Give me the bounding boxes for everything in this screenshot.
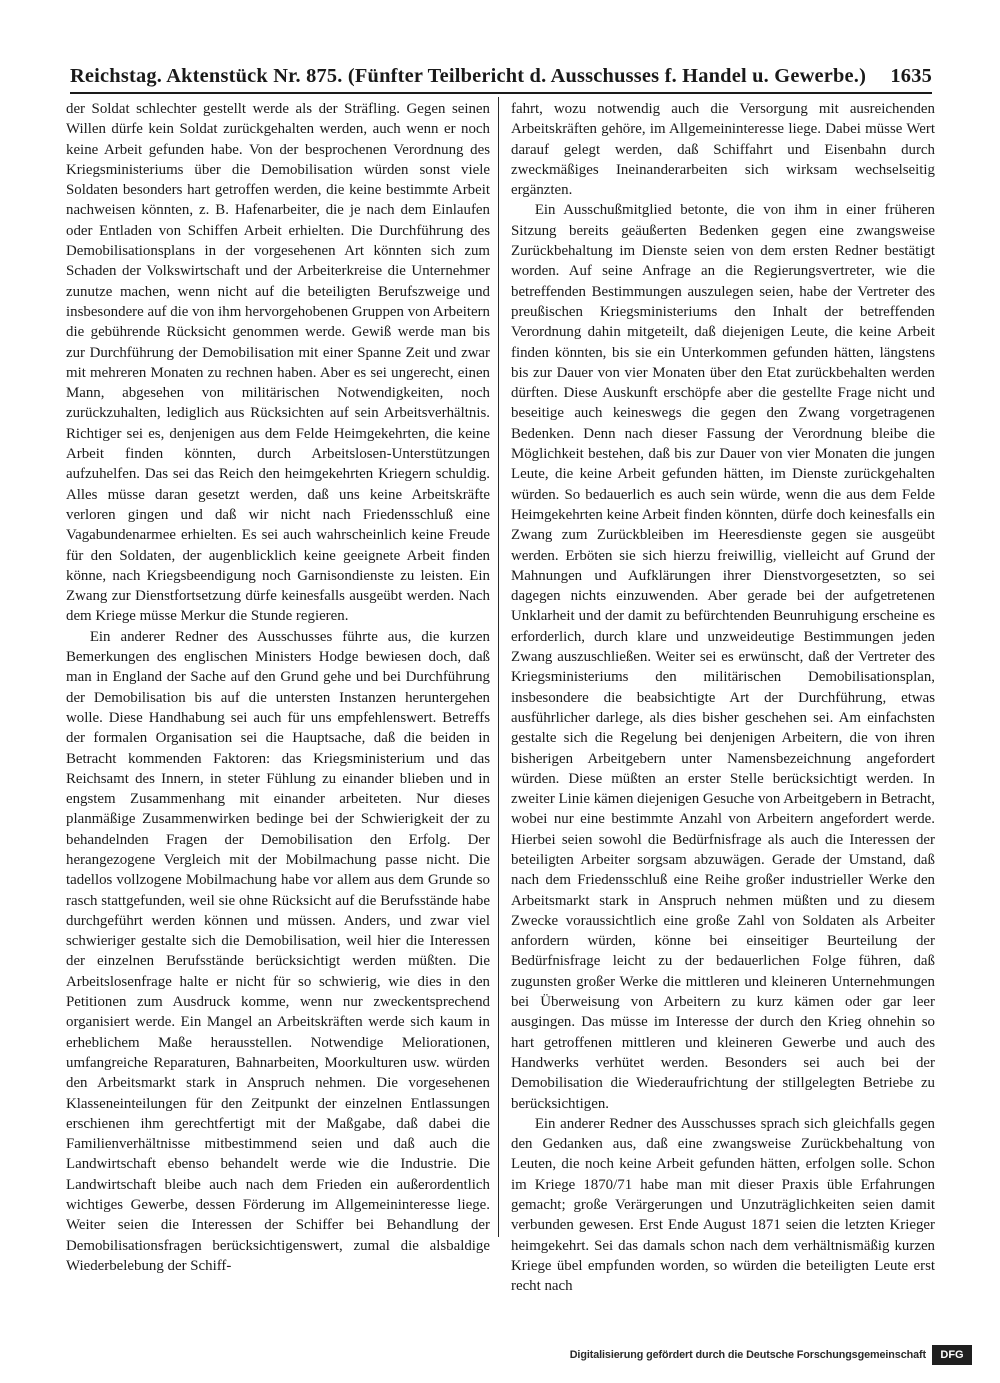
right-column [511, 99, 935, 1295]
dfg-logo: DFG [932, 1345, 972, 1365]
column-divider [498, 97, 499, 1237]
credit-text: Digitalisierung gefördert durch die Deutsche Forschungsgemeinschaft [569, 1349, 926, 1361]
header-title: Reichstag. Aktenstück Nr. 875. (Fünfter Teilbericht d. Ausschusses f. Handel u. Gewerbe.) [70, 65, 867, 87]
left-column [66, 99, 490, 1274]
digitization-credit [570, 1344, 972, 1366]
paragraph: Ein anderer Redner des Ausschusses führte aus, die kurzen Bemerkungen des englischen Ministers Hodge bewiesen doch, daß man in England der Sache auf den Grund gehe und bei Durchführung der Demobilisation bis auf die untersten Instanzen heruntergehen wolle. Diese Handhabung sei auch für uns empfehlenswert. Betreffs der formalen Organisation sei die Hauptsache, daß die beiden in Betracht kommenden Faktoren: das Kriegsministerium und das Reichsamt des Innern, in steter Fühlung zu einander blieben und in engstem Zusammenhang mit einander arbeiteten. Nur dieses planmäßige Zusammenwirken bedinge bei der Schwierigkeit der zu behandelnden Fragen der Demobilisation den Erfolg. Der herangezogene Vergleich mit der Mobilmachung passe nicht. Die tadellos vollzogene Mobilmachung habe vor allem aus dem Grunde so rasch stattgefunden, weil sie ohne Rücksicht auf die Berufsstände habe durchgeführt werden können und müssen. Anders, und zwar viel schwieriger gestalte sich die Demobilisation, weil hier die Interessen der einzelnen Berufsstände berücksichtigt werden müßten. Die Arbeitslosenfrage halte er nicht für so schwierig, wie dies in den Petitionen zum Ausdruck komme, wenn nur zweckentsprechend organisiert werde. Ein Mangel an Arbeitskräften werde sich kaum in erheblichem Maße herausstellen. Notwendige Meliorationen, umfangreiche Reparaturen, Bahnarbeiten, Moorkulturen usw. würden den Arbeitsmarkt stark in Anspruch nehmen. Die vorgesehenen Klasseneinteilungen für den Zeitpunkt der einzelnen Entlassungen erschienen ihm gerechtfertigt mit der Maßgabe, daß dabei die Familienverhältnisse mitbestimmend seien und daß auch die Landwirtschaft ebenso behandelt werde wie die Industrie. Die Landwirtschaft bleibe auch nach dem Frieden ein außerordentlich wichtiges Gewerbe, dessen Förderung im Allgemeininteresse liege. Weiter seien die Interessen der Schiffer bei Behandlung der Demobilisationsfragen berücksichtigenswert, zumal die alsbaldige Wiederbelebung der Schiff- [66, 628, 490, 1274]
paragraph: Ein anderer Redner des Ausschusses sprach sich gleichfalls gegen den Gedanken aus, daß eine zwangsweise Zurückbehaltung von Leuten, die noch keine Arbeit gefunden hätten, erfolgen solle. Schon im Kriege 1870/71 habe man mit dieser Praxis üble Erfahrungen gemacht; große Verärgerungen und Unzuträglichkeiten seien damit verbunden gewesen. Erst Ende August 1871 seien die letzten Krieger heimgekehrt. Sei das damals schon nach dem verhältnismäßig kurzen Kriege übel empfunden worden, so würden die beteiligten Leute erst recht nach [511, 1115, 935, 1295]
paragraph: Ein Ausschußmitglied betonte, die von ihm in einer früheren Sitzung bereits geäußerten Bedenken gegen eine zwangsweise Zurückbehaltung im Dienste seien von dem ersten Redner bestätigt worden. Auf seine Anfrage an die Regierungsvertreter, wie die betreffenden Bestimmungen auszulegen seien, habe der Vertreter des preußischen Kriegsministeriums den Inhalt der betreffenden Verordnung dahin mitgeteilt, daß diejenigen Leute, die keine Arbeit finden könnten, bis sie ein Unterkommen gefunden hätten, längstens bis zur Dauer von vier Monaten über den Etat zurückbehalten werden dürften. Diese Auskunft erschöpfe aber die gestellte Frage nicht und beseitige auch keineswegs die gegen den Zwang vorgetragenen Bedenken. Denn nach dieser Fassung der Verordnung bleibe die Möglichkeit bestehen, daß bis zur Dauer von vier Monaten die jungen Leute, die keine Arbeit gefunden hätten, im Dienste zurückgehalten würden. So bedauerlich es auch sein würde, wenn die aus dem Felde Heimgekehrten keine Arbeit finden könnten, dürfe doch keinesfalls ein Zwang zum Zurückbleiben im Heeresdienste gegen sie ausgeübt werden. Erböten sie sich hierzu freiwillig, vielleicht auf Grund der Mahnungen und Aufklärungen ihrer Dienstvorgesetzten, so sei dagegen nichts einzuwenden. Aber gerade bei der aufgetretenen Unklarheit und der damit zu befürchtenden Beunruhigung erscheine es erforderlich, durch klare und unzweideutige Bestimmungen jeden Zwang auszuschließen. Weiter sei es erwünscht, daß der Vertreter des Kriegsministeriums den militärischen Demobilisationsplan, insbesondere die beabsichtigte Art der Durchführung, etwas ausführlicher darlege, als dies bisher geschehen sei. Am einfachsten gestalte sich die Regelung bei denjenigen Arbeitern, die von ihren bisherigen Arbeitgebern unter Namensbezeichnung angefordert würden. Diese müßten an erster Stelle berücksichtigt werden. In zweiter Linie kämen diejenigen Gesuche von Arbeitgebern in Betracht, wobei nur eine bestimmte Anzahl von Arbeitern angefordert werde. Hierbei seien sowohl die Bedürfnisfrage als auch die Interessen der beteiligten Arbeiter sorgsam abzuwägen. Gerade der Umstand, daß nach dem Friedensschluß eine Reihe großer industrieller Werke den Arbeitsmarkt stark in Anspruch nehmen müßten und zu diesem Zwecke voraussichtlich eine große Zahl von Soldaten als Arbeiter anfordern würden, könne bei einseitiger Beurteilung der Bedürfnisfrage leicht zu der bedauerlichen Folge führen, daß zugunsten großer Werke die mittleren und kleineren Unternehmungen bei Überweisung von Arbeitern zu kurz kämen oder gar leer ausgingen. Das müsse im Interesse der durch den Krieg ohnehin so hart getroffenen mittleren und kleineren Gewerbe und auch des Handwerks verhütet werden. Besonders sei auch bei der Demobilisation die Wiederaufrichtung der stillgelegten Betriebe zu berücksichtigen. [511, 202, 935, 1112]
header-rule [70, 92, 932, 94]
paragraph: fahrt, wozu notwendig auch die Versorgung mit ausreichenden Arbeitskräften gehöre, im Allgemeininteresse liege. Dabei müsse Wert darauf gelegt werden, daß Schiffahrt und Eisenbahn durch zweckmäßiges Ineinanderarbeiten sich wirksam wechselseitig ergänzten. [511, 101, 935, 199]
page-number: 1635 [890, 65, 932, 87]
paragraph: der Soldat schlechter gestellt werde als der Sträfling. Gegen seinen Willen dürfe kein Soldat zurückgehalten werden, auch wenn er noch keine Arbeit gefunden habe. Von der besprochenen Verordnung des Kriegsministeriums über die Demobilisation würden sonst viele Soldaten besonders hart getroffen werden, die keine bestimmte Arbeit nachweisen könnten, z. B. Hafenarbeiter, die je nach dem Einlaufen oder Entladen von Schiffen Arbeit erhielten. Die Durchführung des Demobilisationsplans in der vorgesehenen Art könnten sich zum Schaden der Volkswirtschaft und der Arbeiterkreise die Unternehmer zunutze machen, wenn nicht auf die beteiligten Berufszweige und insbesondere auf die von ihm hervorgehobenen Gruppen von Arbeitern die gebührende Rücksicht genommen werde. Gewiß werde man bis zur Durchführung der Demobilisation mit einer Spanne Zeit und zwar mit mehreren Monaten zu rechnen haben. Aber es sei ungerecht, einen Mann, abgesehen von militärischen Notwendigkeiten, noch zurückzuhalten, lediglich aus Rücksichten auf sein Arbeitsverhältnis. Richtiger sei es, denjenigen aus dem Felde Heimgekehrten, die keine Arbeit finden könnten, durch Arbeitslosen-Unterstützungen aufzuhelfen. Das sei das Reich den heimgekehrten Kriegern schuldig. Alles müsse daran gesetzt werden, daß uns keine Arbeitskräfte verloren gingen und daß wir nicht nach Friedensschluß eine Vagabundenarmee erhielten. Es sei auch wahrscheinlich keine Freude für den Soldaten, der augenblicklich keine geeignete Arbeit finden könne, nach Kriegsbeendigung noch Garnisondienste zu leisten. Ein Zwang zur Dienstfortsetzung dürfe keinesfalls ausgeübt werden. Nach dem Kriege müsse Merkur die Stunde regieren. [66, 101, 490, 625]
running-header [70, 64, 932, 88]
